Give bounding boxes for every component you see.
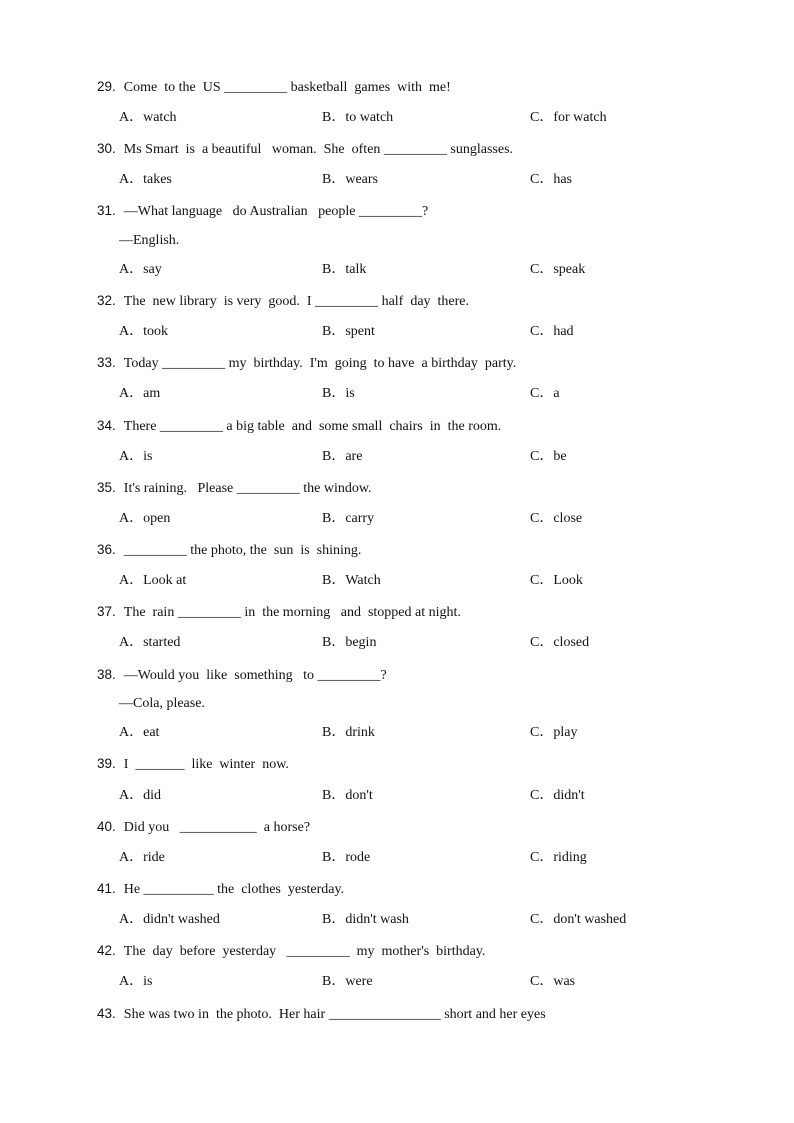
question-number: 38. (97, 667, 116, 682)
option-a: A．am (119, 386, 161, 401)
question-33 (97, 354, 516, 373)
option-c: C．Look (530, 573, 583, 588)
question-text: Come to the US _________ basketball games with me! (123, 80, 451, 95)
question-text: The rain _________ in the morning and stopped at night. (123, 605, 461, 620)
question-text: _________ the photo, the sun is shining. (123, 543, 362, 558)
question-text: She was two in the photo. Her hair ________________ short and her eyes (123, 1007, 546, 1022)
question-number: 30. (97, 141, 116, 156)
question-32 (97, 292, 469, 311)
option-b: B．begin (322, 635, 377, 650)
question-number: 37. (97, 604, 116, 619)
option-a: A．takes (119, 172, 172, 187)
question-number: 33. (97, 355, 116, 370)
option-c: C．riding (530, 850, 587, 865)
option-c: C．play (530, 725, 578, 740)
option-a: A．is (119, 974, 153, 989)
question-40 (97, 818, 310, 837)
option-a: A．did (119, 788, 161, 803)
option-c: C．close (530, 511, 583, 526)
option-b: B．were (322, 974, 373, 989)
question-number: 39. (97, 756, 116, 771)
option-a: A．is (119, 449, 153, 464)
question-number: 32. (97, 293, 116, 308)
question-43 (97, 1005, 546, 1024)
question-text: —What language do Australian people _________? (123, 204, 429, 219)
question-number: 34. (97, 418, 116, 433)
question-text: I _______ like winter now. (123, 757, 289, 772)
option-a: A．didn't washed (119, 912, 220, 927)
option-c: C．had (530, 324, 574, 339)
question-number: 43. (97, 1006, 116, 1021)
question-text: —Would you like something to _________? (123, 668, 387, 683)
question-31 (97, 202, 428, 221)
option-c: C．closed (530, 635, 590, 650)
option-b: B．drink (322, 725, 375, 740)
question-30 (97, 140, 513, 159)
option-c: C．didn't (530, 788, 585, 803)
option-b: B．are (322, 449, 363, 464)
option-c: C．for watch (530, 110, 607, 125)
question-reply: —English. (119, 233, 180, 248)
question-29 (97, 78, 451, 97)
question-number: 35. (97, 480, 116, 495)
option-c: C．don't washed (530, 912, 627, 927)
question-41 (97, 880, 344, 899)
question-35 (97, 479, 372, 498)
question-36 (97, 541, 361, 560)
option-a: A．took (119, 324, 168, 339)
question-34 (97, 417, 501, 436)
question-text: The day before yesterday _________ my mother's birthday. (123, 944, 486, 959)
question-text: Today _________ my birthday. I'm going to have a birthday party. (123, 356, 517, 371)
option-b: B．Watch (322, 573, 381, 588)
question-number: 31. (97, 203, 116, 218)
option-a: A．Look at (119, 573, 187, 588)
option-b: B．is (322, 386, 355, 401)
question-text: The new library is very good. I _________ half day there. (123, 294, 470, 309)
option-a: A．eat (119, 725, 160, 740)
option-b: B．carry (322, 511, 375, 526)
option-c: C．be (530, 449, 567, 464)
option-b: B．spent (322, 324, 375, 339)
question-text: There _________ a big table and some small chairs in the room. (123, 419, 502, 434)
question-number: 40. (97, 819, 116, 834)
option-c: C．speak (530, 262, 586, 277)
question-number: 41. (97, 881, 116, 896)
question-text: It's raining. Please _________ the window. (123, 481, 372, 496)
question-38 (97, 666, 387, 685)
option-c: C．a (530, 386, 560, 401)
question-42 (97, 942, 485, 961)
option-a: A．ride (119, 850, 165, 865)
option-c: C．has (530, 172, 572, 187)
question-number: 36. (97, 542, 116, 557)
option-a: A．started (119, 635, 181, 650)
question-37 (97, 603, 461, 622)
question-text: Did you ___________ a horse? (123, 820, 311, 835)
option-a: A．watch (119, 110, 177, 125)
option-b: B．talk (322, 262, 367, 277)
option-c: C．was (530, 974, 576, 989)
option-a: A．say (119, 262, 162, 277)
option-b: B．wears (322, 172, 378, 187)
question-reply: —Cola, please. (119, 696, 205, 711)
question-39 (97, 755, 289, 774)
option-b: B．rode (322, 850, 371, 865)
question-text: Ms Smart is a beautiful woman. She often _________ sunglasses. (123, 142, 514, 157)
question-text: He __________ the clothes yesterday. (123, 882, 345, 897)
question-number: 29. (97, 79, 116, 94)
question-number: 42. (97, 943, 116, 958)
option-b: B．don't (322, 788, 373, 803)
option-a: A．open (119, 511, 171, 526)
option-b: B．to watch (322, 110, 394, 125)
option-b: B．didn't wash (322, 912, 409, 927)
